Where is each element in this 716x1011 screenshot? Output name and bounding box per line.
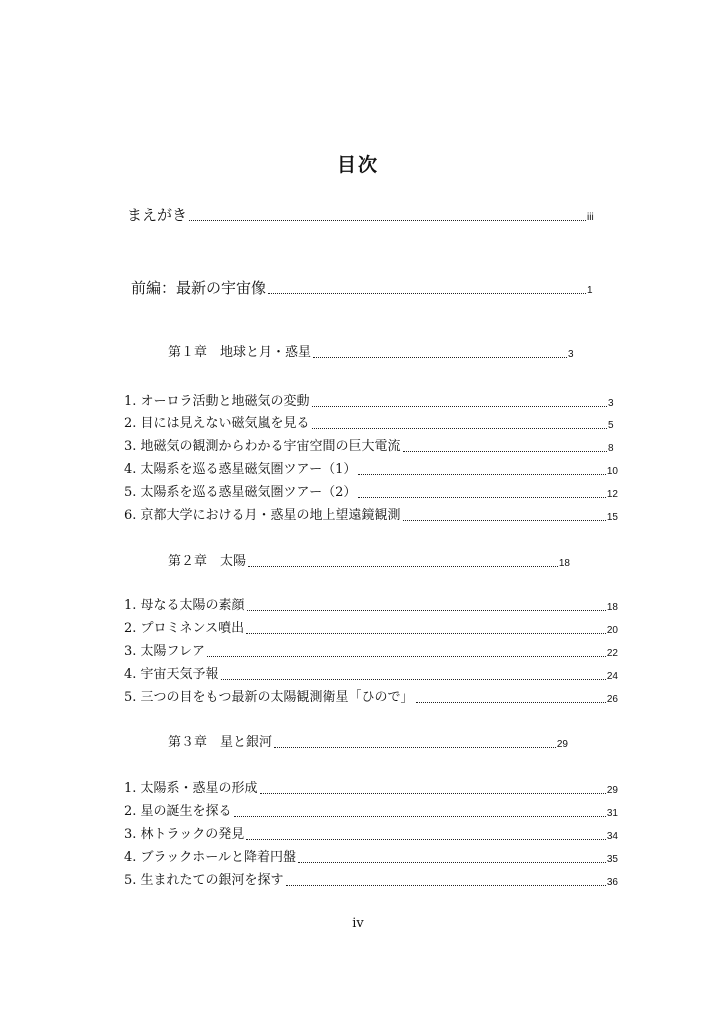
toc-section: [124, 667, 618, 683]
toc-section-label: 1. 太陽系・惑星の形成: [124, 781, 258, 796]
dot-leader: [298, 862, 606, 863]
dot-leader: [312, 428, 607, 429]
toc-entry-page: 20: [606, 625, 618, 636]
dot-leader: [403, 451, 607, 452]
toc-entry-page: 24: [606, 671, 618, 682]
toc-entry-page: 18: [558, 558, 570, 569]
toc-section-label: 5. 太陽系を巡る惑星磁気圏ツアー（2）: [124, 485, 357, 500]
dot-leader: [246, 633, 606, 634]
dot-leader: [247, 610, 606, 611]
toc-chapter-label: 第２章 太陽: [168, 554, 247, 569]
toc-entry-page: 34: [606, 831, 618, 842]
toc-section-label: 4. 太陽系を巡る惑星磁気圏ツアー（1）: [124, 462, 357, 477]
toc-section-label: 3. 太陽フレア: [124, 644, 206, 659]
toc-entry-page: 35: [606, 854, 618, 865]
toc-section: [124, 873, 618, 889]
dot-leader: [403, 520, 606, 521]
dot-leader: [313, 357, 567, 358]
toc-section-label: 4. ブラックホールと降着円盤: [124, 850, 297, 865]
toc-section: [124, 462, 618, 478]
toc-entry-page: 29: [556, 739, 568, 750]
toc-section: [124, 644, 618, 660]
dot-leader: [221, 679, 606, 680]
toc-section-label: 4. 宇宙天気予報: [124, 667, 219, 682]
dot-leader: [274, 747, 556, 748]
toc-entry-page: 22: [606, 648, 618, 659]
toc-chapter-label: 第３章 星と銀河: [168, 735, 273, 750]
toc-section: [124, 416, 618, 432]
toc-section: [124, 827, 618, 843]
toc-chapter-1: [168, 345, 578, 361]
toc-entry-label: 前編：最新の宇宙像: [131, 279, 267, 297]
toc-chapter-2: [168, 554, 570, 570]
toc-chapter-label: 第１章 地球と月・惑星: [168, 345, 312, 360]
toc-entry-page: 31: [606, 808, 618, 819]
dot-leader: [189, 220, 586, 221]
toc-entry-page: 5: [608, 420, 614, 431]
toc-section: [124, 850, 618, 866]
toc-entry-page: 29: [606, 785, 618, 796]
toc-entry-page: 26: [606, 694, 618, 705]
dot-leader: [260, 793, 606, 794]
toc-section-label: 2. プロミネンス噴出: [124, 621, 245, 636]
toc-section: [124, 394, 618, 410]
toc-section-label: 5. 三つの目をもつ最新の太陽観測衛星「ひので」: [124, 690, 414, 705]
toc-entry-page: 15: [606, 512, 618, 523]
toc-section: [124, 598, 618, 614]
toc-entry-page: 10: [606, 466, 618, 477]
toc-section-label: 5. 生まれたての銀河を探す: [124, 873, 284, 888]
dot-leader: [207, 656, 606, 657]
dot-leader: [234, 816, 606, 817]
toc-section-label: 3. 地磁気の観測からわかる宇宙空間の巨大電流: [124, 439, 401, 454]
toc-section: [124, 781, 618, 797]
toc-entry-label: まえがき: [127, 206, 188, 224]
dot-leader: [286, 885, 606, 886]
toc-section: [124, 485, 618, 501]
toc-section-label: 1. 母なる太陽の素顔: [124, 598, 245, 613]
dot-leader: [358, 497, 605, 498]
toc-section: [124, 690, 618, 706]
toc-section: [124, 439, 618, 455]
dot-leader: [268, 293, 586, 294]
toc-chapter-3: [168, 735, 568, 751]
dot-leader: [248, 566, 558, 567]
toc-section-label: 2. 星の誕生を探る: [124, 804, 232, 819]
dot-leader: [358, 474, 605, 475]
toc-entry-page: 3: [608, 398, 614, 409]
dot-leader: [246, 839, 606, 840]
toc-entry-part1: [131, 279, 597, 297]
toc-section-label: 6. 京都大学における月・惑星の地上望遠鏡観測: [124, 508, 401, 523]
toc-entry-page: 12: [606, 489, 618, 500]
toc-entry-page: 8: [608, 443, 614, 454]
toc-entry-page: iii: [587, 212, 594, 223]
page-number: iv: [352, 916, 364, 931]
toc-entry-page: 18: [606, 602, 618, 613]
toc-section: [124, 621, 618, 637]
toc-entry-page: 1: [587, 285, 593, 296]
toc-entry-preface: [127, 206, 597, 224]
toc-section-label: 3. 林トラックの発見: [124, 827, 245, 842]
toc-title: 目次: [336, 154, 379, 176]
toc-section-label: 2. 目には見えない磁気嵐を見る: [124, 416, 310, 431]
toc-entry-page: 3: [568, 349, 574, 360]
toc-section-label: 1. オーロラ活動と地磁気の変動: [124, 394, 310, 409]
toc-section: [124, 804, 618, 820]
toc-section: [124, 508, 618, 524]
dot-leader: [312, 406, 607, 407]
toc-entry-page: 36: [606, 877, 618, 888]
dot-leader: [416, 702, 606, 703]
